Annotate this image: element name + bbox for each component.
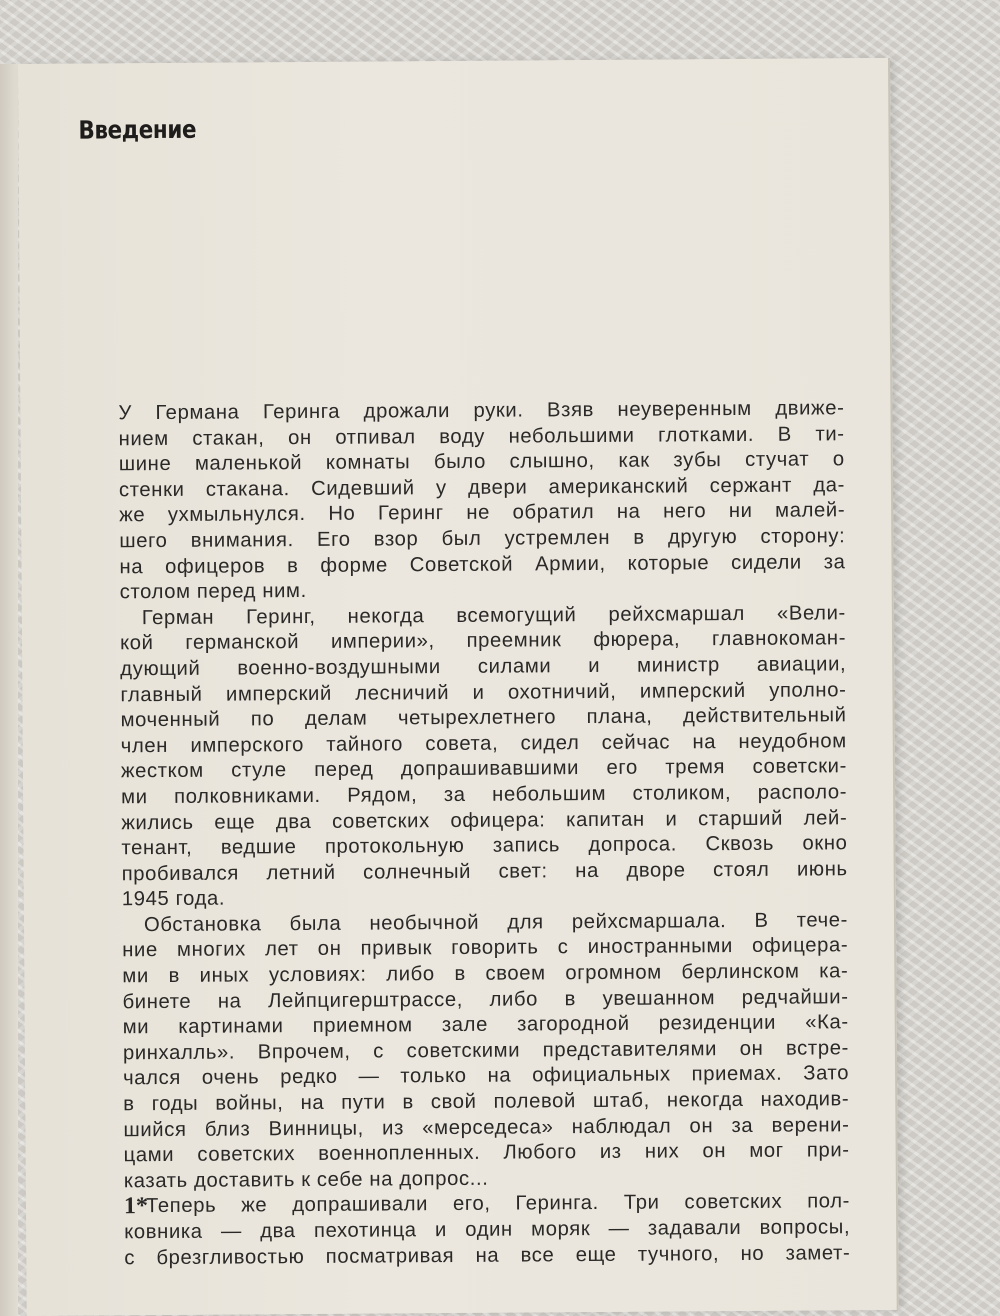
text-line: ковника — два пехотинца и один моряк — задавали вопросы, bbox=[124, 1216, 851, 1244]
text-line: дующий военно-воздушными силами и министр авиации, bbox=[120, 653, 847, 681]
text-line: моченный по делам четырехлетнего плана, действительный bbox=[120, 704, 847, 732]
text-line: с брезгливостью посматривая на все еще тучного, но замет- bbox=[124, 1241, 851, 1269]
text-line: жились еще два советских офицера: капитан и старший лей- bbox=[121, 806, 848, 834]
text-line: Теперь же допрашивали его, Геринга. Три советских пол- bbox=[145, 1190, 851, 1218]
text-line: 1945 года. bbox=[121, 887, 226, 911]
text-line: шийся близ Винницы, из «мерседеса» наблюдал он за верени- bbox=[123, 1113, 850, 1141]
text-line: ми полковниками. Рядом, за небольшим столиком, располо- bbox=[121, 781, 848, 809]
text-line: ринхалль». Впрочем, с советскими представителями он встре- bbox=[122, 1037, 849, 1065]
text-line: ми в иных условиях: либо в своем огромном берлинском ка- bbox=[122, 960, 849, 988]
page-number: 1* bbox=[123, 1193, 149, 1220]
text-line: кой германской империи», преемник фюрера, главнокоман- bbox=[119, 627, 847, 655]
text-line: бинете на Лейпцигерштрассе, либо в увешанном редчайши- bbox=[122, 985, 849, 1013]
book-page bbox=[18, 58, 899, 1316]
text-line: пробивался летний солнечный свет: на дворе стоял июнь bbox=[121, 857, 848, 885]
text-line: ми картинами приемном зале загородной резиденции «Ка- bbox=[122, 1011, 849, 1039]
body-text bbox=[118, 396, 850, 1271]
text-line: на офицеров в форме Советской Армии, которые сидели за bbox=[119, 550, 846, 578]
text-line: чался очень редко — только на официальных приемах. Зато bbox=[123, 1062, 850, 1090]
text-line: же ухмыльнулся. Но Геринг не обратил на него ни малей- bbox=[119, 499, 846, 527]
text-line: шине маленькой комнаты было слышно, как зубы стучат о bbox=[118, 448, 845, 476]
text-line: нием стакан, он отпивал воду небольшими глотками. В ти- bbox=[118, 422, 845, 450]
chapter-heading: Введение bbox=[78, 114, 197, 145]
text-line: стенки стакана. Сидевший у двери американский сержант да- bbox=[118, 474, 846, 502]
text-line: член имперского тайного совета, сидел сейчас на неудобном bbox=[120, 729, 847, 758]
text-line: цами советских военнопленных. Любого из них он мог при- bbox=[123, 1139, 850, 1167]
text-line: в годы войны, на пути в свой полевой штаб, некогда находив- bbox=[123, 1088, 850, 1116]
text-line: У Германа Геринга дрожали руки. Взяв неуверенным движе- bbox=[118, 397, 845, 425]
page-edge bbox=[0, 64, 18, 1316]
text-line: шего внимания. Его взор был устремлен в другую сторону: bbox=[119, 525, 846, 553]
text-line: казать доставить к себе на допрос... bbox=[123, 1167, 489, 1193]
text-line: тенант, ведшие протокольную запись допроса. Сквозь окно bbox=[121, 832, 848, 860]
text-line: ние многих лет он привык говорить с иностранными офицера- bbox=[122, 934, 849, 962]
text-line: Герман Геринг, некогда всемогущий рейхсмаршал «Вели- bbox=[141, 601, 846, 629]
text-line: столом перед ним. bbox=[119, 580, 307, 604]
text-line: главный имперский лесничий и охотничий, имперский уполно- bbox=[120, 678, 847, 706]
text-line: жестком стуле перед допрашивавшими его тремя советски- bbox=[120, 755, 848, 783]
text-line: Обстановка была необычной для рейхсмаршала. В тече- bbox=[143, 909, 849, 937]
